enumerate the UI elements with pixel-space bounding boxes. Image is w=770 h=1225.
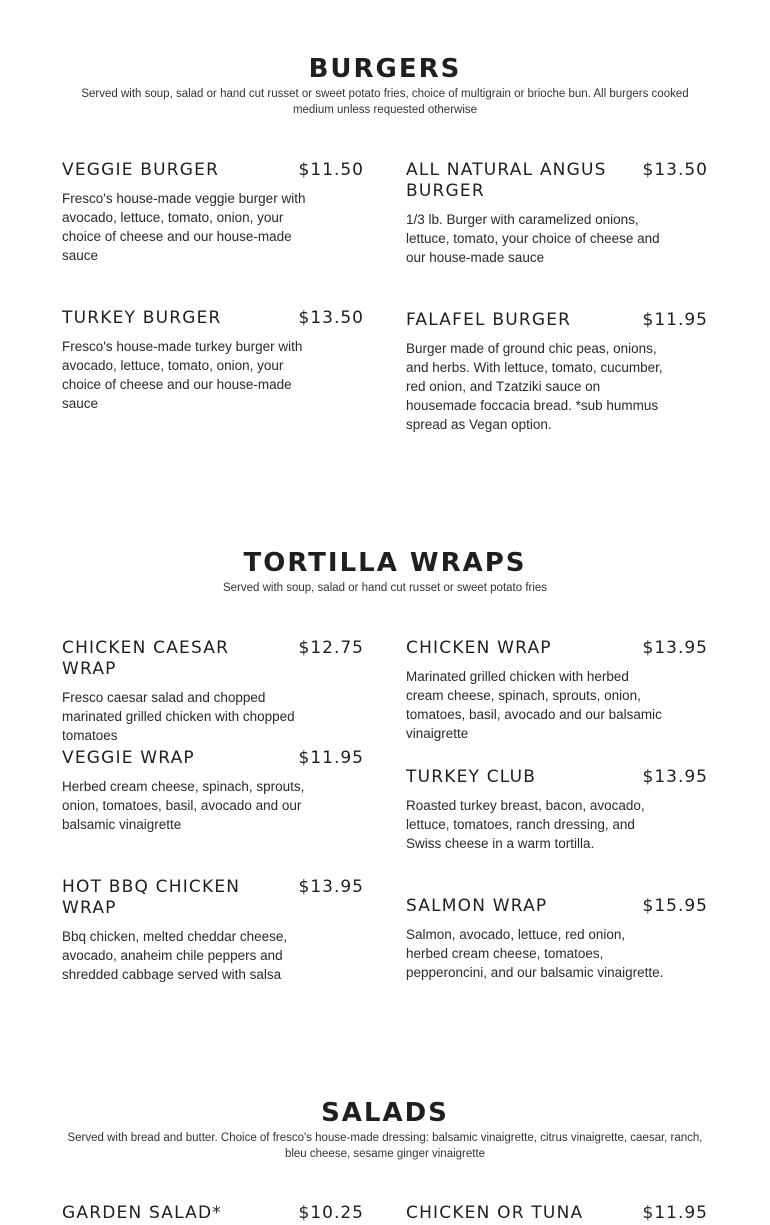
menu-item-chicken-wrap — [406, 638, 708, 743]
menu-item-chicken-or-tuna — [406, 1203, 708, 1224]
menu-item-veggie-wrap — [62, 748, 364, 834]
item-price: $11.50 — [298, 160, 364, 180]
section-subtitle-burgers: Served with soup, salad or hand cut russet or sweet potato fries, choice of multigrain or brioche bun. All burgers cooked medium unless requested otherwise — [81, 88, 689, 116]
item-name: TURKEY CLUB — [406, 767, 537, 787]
menu-item-turkey-burger — [62, 308, 364, 413]
item-description: Fresco caesar salad and chopped marinated grilled chicken with chopped tomatoes — [62, 690, 295, 743]
menu-item-veggie-burger — [62, 160, 364, 265]
item-description: 1/3 lb. Burger with caramelized onions, lettuce, tomato, your choice of cheese and our house-made sauce — [406, 212, 660, 265]
item-name: ALL NATURAL ANGUS BURGER — [406, 160, 607, 201]
item-price: $13.50 — [298, 308, 364, 328]
item-price: $13.95 — [298, 877, 364, 897]
menu-item-chicken-caesar-wrap — [62, 638, 364, 745]
section-subtitle-wraps: Served with soup, salad or hand cut russet or sweet potato fries — [222, 582, 548, 594]
item-description: Fresco's house-made veggie burger with avocado, lettuce, tomato, onion, your choice of cheese and our house-made sauce — [62, 191, 306, 263]
section-title-salads: SALADS — [321, 1098, 449, 1128]
menu-item-turkey-club — [406, 767, 708, 853]
item-name: VEGGIE WRAP — [62, 748, 195, 768]
item-price: $13.95 — [642, 767, 708, 787]
item-name: VEGGIE BURGER — [62, 160, 220, 180]
item-name: TURKEY BURGER — [62, 308, 222, 328]
menu-item-salmon-wrap — [406, 896, 708, 982]
section-title-wraps: TORTILLA WRAPS — [243, 548, 527, 578]
item-price: $11.95 — [642, 1203, 708, 1223]
item-description: Marinated grilled chicken with herbed cream cheese, spinach, sprouts, onion, tomatoes, basil, avocado and our balsamic vinaigrette — [406, 669, 662, 741]
item-name: SALMON WRAP — [406, 896, 548, 916]
item-description: Herbed cream cheese, spinach, sprouts, onion, tomatoes, basil, avocado and our balsamic vinaigrette — [62, 779, 305, 832]
item-name: GARDEN SALAD* — [62, 1203, 222, 1223]
item-price: $12.75 — [298, 638, 364, 658]
item-name: CHICKEN CAESAR WRAP — [62, 638, 230, 679]
item-description: Salmon, avocado, lettuce, red onion, herbed cream cheese, tomatoes, pepperoncini, and our balsamic vinaigrette. — [406, 927, 664, 980]
item-price: $13.50 — [642, 160, 708, 180]
item-price: $13.95 — [642, 638, 708, 658]
menu-item-garden-salad — [62, 1203, 364, 1224]
menu-item-falafel-burger — [406, 310, 708, 434]
item-price: $11.95 — [642, 310, 708, 330]
item-name: FALAFEL BURGER — [406, 310, 572, 330]
item-name: HOT BBQ CHICKEN WRAP — [62, 877, 241, 918]
menu-item-hot-bbq-chicken-wrap — [62, 877, 364, 984]
section-title-burgers: BURGERS — [308, 54, 462, 84]
menu-item-angus-burger — [406, 160, 708, 267]
item-price: $10.25 — [298, 1203, 364, 1223]
item-description: Roasted turkey breast, bacon, avocado, lettuce, tomatoes, ranch dressing, and Swiss cheese in a warm tortilla. — [406, 798, 645, 851]
item-price: $11.95 — [298, 748, 364, 768]
item-description: Bbq chicken, melted cheddar cheese, avocado, anaheim chile peppers and shredded cabbage served with salsa — [62, 929, 288, 982]
item-description: Fresco's house-made turkey burger with avocado, lettuce, tomato, onion, your choice of cheese and our house-made sauce — [62, 339, 303, 411]
item-price: $15.95 — [642, 896, 708, 916]
item-name: CHICKEN WRAP — [406, 638, 552, 658]
item-description: Burger made of ground chic peas, onions, and herbs. With lettuce, tomato, cucumber, red onion, and Tzatziki sauce on housemade foccacia bread. *sub hummus spread as Vegan option. — [406, 341, 663, 432]
item-name: CHICKEN OR TUNA — [406, 1203, 584, 1223]
section-subtitle-salads: Served with bread and butter. Choice of fresco's house-made dressing: balsamic vinaigrette, citrus vinaigrette, caesar, ranch, bleu cheese, sesame ginger vinaigrette — [67, 1132, 703, 1160]
